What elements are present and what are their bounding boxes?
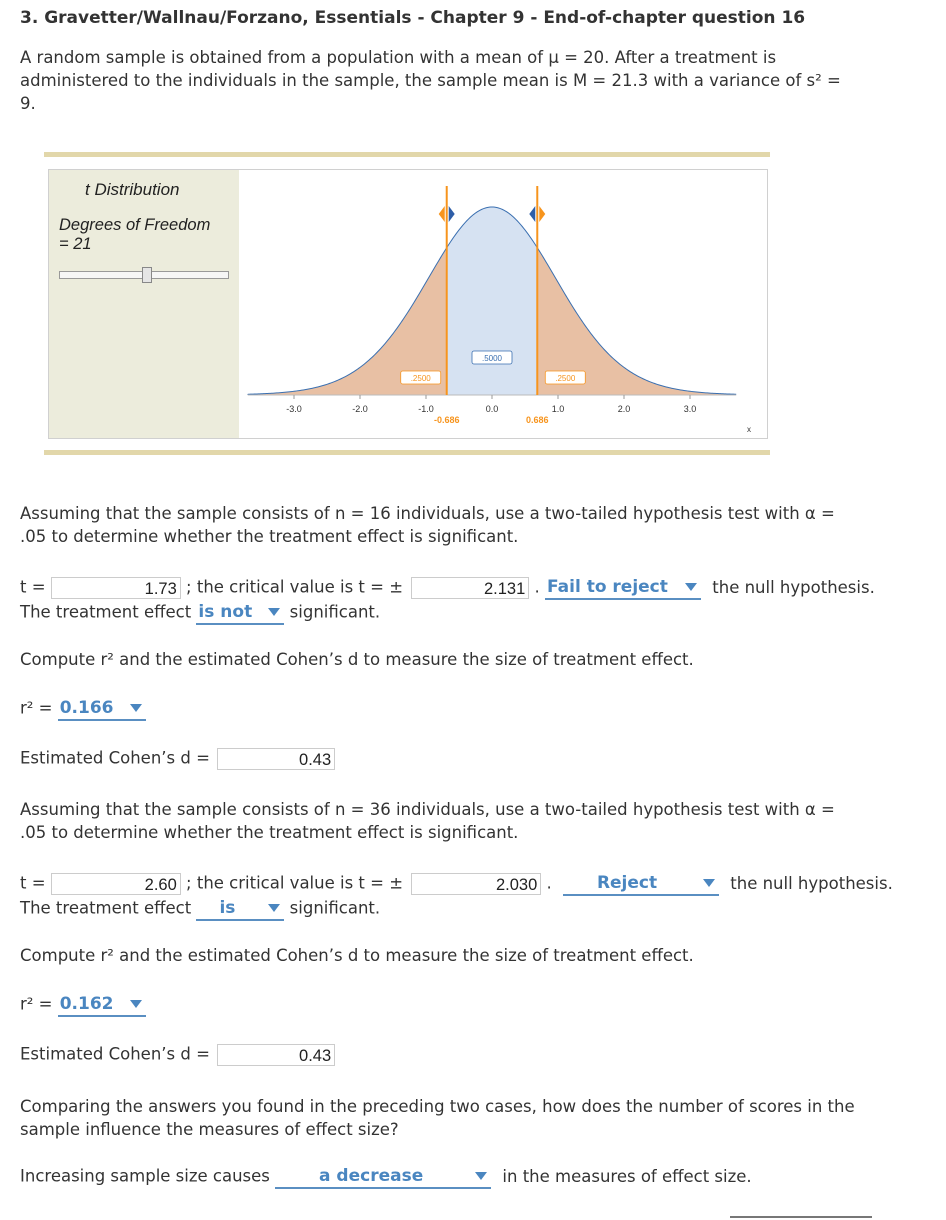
x-tick-label: 2.0 — [617, 404, 631, 414]
x-tick-label: 0.0 — [485, 404, 499, 414]
comparison-line-2: sample influence the measures of effect size? — [20, 1120, 399, 1139]
x-axis-label: x — [747, 425, 751, 434]
case1-d-input[interactable]: 0.43 — [217, 748, 335, 770]
df-label-line-2: = 21 — [59, 235, 92, 253]
case1-critical-input[interactable]: 2.131 — [411, 577, 529, 599]
applet-top-bar — [44, 152, 770, 157]
case1-t-row — [20, 576, 875, 600]
case2-t-label: t = — [20, 873, 46, 893]
comparison-suffix: in the measures of effect size. — [502, 1166, 752, 1186]
case2-d-row — [20, 1044, 335, 1066]
applet-sidebar — [49, 170, 239, 438]
svg-text:.2500: .2500 — [555, 374, 576, 383]
case2-r2-dropdown[interactable] — [58, 993, 146, 1017]
case1-r2-value: 0.166 — [59, 698, 114, 718]
case2-compute: Compute r² and the estimated Cohen’s d to measure the size of treatment effect. — [20, 946, 694, 965]
t-distribution-applet — [44, 152, 770, 455]
comparison-answer-row — [20, 1165, 752, 1189]
case1-prompt-line-2: .05 to determine whether the treatment effect is significant. — [20, 527, 519, 546]
case2-critical-text: ; the critical value is t = ± — [186, 873, 404, 893]
left-cutoff-value: -0.686 — [433, 415, 460, 425]
case2-d-input[interactable]: 0.43 — [217, 1044, 335, 1066]
x-tick-label: -3.0 — [286, 404, 302, 414]
right-cutoff-value: 0.686 — [526, 415, 549, 425]
case1-d-row — [20, 748, 335, 770]
case2-effect-value: is — [219, 898, 236, 918]
x-tick-label: -1.0 — [418, 404, 434, 414]
question-title: 3. Gravetter/Wallnau/Forzano, Essentials - Chapter 9 - End-of-chapter question 16 — [20, 8, 806, 28]
case1-effect-dropdown[interactable] — [196, 601, 284, 625]
chevron-down-icon — [475, 1172, 487, 1180]
center-area — [447, 207, 538, 395]
case1-r2-row — [20, 697, 146, 721]
chevron-down-icon — [703, 879, 715, 887]
case1-effect-row — [20, 601, 380, 625]
case2-decision-value: Reject — [596, 873, 658, 893]
chevron-down-icon — [268, 904, 280, 912]
comparison-value: a decrease — [319, 1166, 424, 1186]
case1-r2-label: r² = — [20, 698, 53, 718]
case2-critical-input[interactable]: 2.030 — [411, 873, 541, 895]
intro-line-3: 9. — [20, 94, 36, 113]
df-slider-handle[interactable] — [142, 267, 152, 283]
case1-d-label: Estimated Cohen’s d = — [20, 748, 210, 768]
comparison-prefix: Increasing sample size causes — [20, 1166, 270, 1186]
chevron-down-icon — [130, 704, 142, 712]
footer-divider — [730, 1216, 872, 1218]
case2-effect-dropdown[interactable] — [196, 897, 284, 921]
chevron-down-icon — [268, 608, 280, 616]
case1-r2-dropdown[interactable] — [58, 697, 146, 721]
case2-period: . — [546, 873, 552, 893]
applet-panel — [48, 169, 768, 439]
case2-r2-label: r² = — [20, 994, 53, 1014]
case2-prompt-line-2: .05 to determine whether the treatment effect is significant. — [20, 823, 519, 842]
center-area-label — [472, 351, 512, 364]
case2-prompt-line-1: Assuming that the sample consists of n = 36 individuals, use a two-tailed hypothesis test with α = — [20, 800, 835, 819]
case1-effect-tail: significant. — [289, 602, 381, 622]
case2-effect-prefix: The treatment effect — [20, 898, 192, 918]
case1-decision-tail: the null hypothesis. — [712, 577, 875, 597]
df-label-line-1: Degrees of Freedom — [59, 216, 211, 234]
comparison-dropdown[interactable] — [275, 1165, 491, 1189]
x-tick-label: -2.0 — [352, 404, 368, 414]
case1-critical-text: ; the critical value is t = ± — [186, 577, 404, 597]
right-area-label — [545, 371, 585, 384]
case1-period: . — [534, 577, 540, 597]
case1-t-label: t = — [20, 577, 46, 597]
applet-heading: t Distribution — [85, 180, 180, 199]
left-area-label — [401, 371, 441, 384]
intro-line-2: administered to the individuals in the sample, the sample mean is M = 21.3 with a variance of s² = — [20, 71, 841, 90]
case1-effect-prefix: The treatment effect — [20, 602, 192, 622]
chevron-down-icon — [685, 583, 697, 591]
case1-compute: Compute r² and the estimated Cohen’s d to measure the size of treatment effect. — [20, 650, 694, 669]
case1-decision-value: Fail to reject — [547, 577, 668, 597]
question-intro — [20, 46, 930, 115]
x-tick-label: 1.0 — [551, 404, 565, 414]
case2-d-label: Estimated Cohen’s d = — [20, 1044, 210, 1064]
case1-effect-value: is not — [198, 602, 253, 622]
chevron-down-icon — [130, 1000, 142, 1008]
case1-t-input[interactable]: 1.73 — [51, 577, 181, 599]
case1-prompt-line-1: Assuming that the sample consists of n = 16 individuals, use a two-tailed hypothesis test with α = — [20, 504, 835, 523]
svg-text:.5000: .5000 — [481, 354, 503, 363]
comparison-line-1: Comparing the answers you found in the preceding two cases, how does the number of scores in the — [20, 1097, 855, 1116]
case1-prompt — [20, 502, 930, 548]
df-slider[interactable] — [59, 271, 229, 279]
case2-decision-dropdown[interactable] — [563, 872, 719, 896]
case2-effect-row — [20, 897, 380, 921]
x-tick-label: 3.0 — [683, 404, 697, 414]
case2-decision-tail: the null hypothesis. — [730, 873, 893, 893]
comparison-prompt — [20, 1095, 930, 1141]
case2-effect-tail: significant. — [289, 898, 381, 918]
case2-r2-row — [20, 993, 146, 1017]
applet-bottom-bar — [44, 450, 770, 455]
svg-text:.2500: .2500 — [410, 374, 431, 383]
case2-r2-value: 0.162 — [59, 994, 114, 1014]
df-label — [59, 216, 210, 254]
case1-decision-dropdown[interactable] — [545, 576, 701, 600]
t-distribution-chart — [239, 170, 767, 438]
case2-t-row — [20, 872, 893, 896]
intro-line-1: A random sample is obtained from a population with a mean of μ = 20. After a treatment is — [20, 48, 777, 67]
case2-prompt — [20, 798, 930, 844]
case2-t-input[interactable]: 2.60 — [51, 873, 181, 895]
